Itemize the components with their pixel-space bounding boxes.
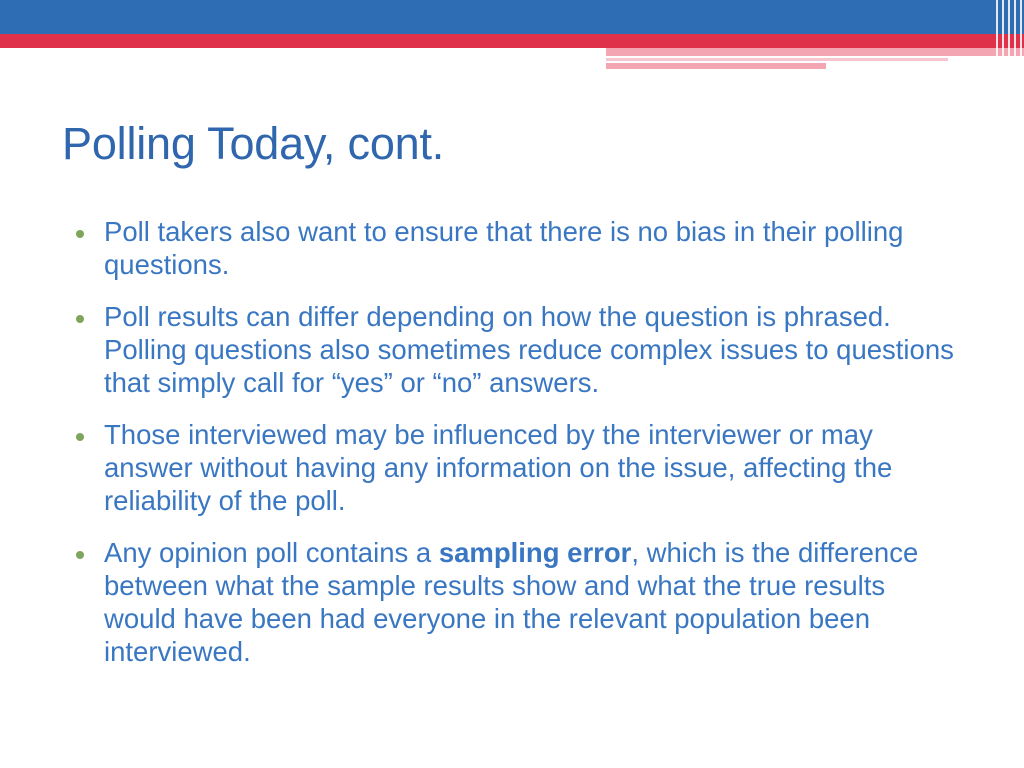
header-blue-band xyxy=(0,0,1024,34)
bullet-item xyxy=(76,418,961,517)
bullet-item xyxy=(76,215,961,281)
slide-title: Polling Today, cont. xyxy=(62,118,445,169)
bullet-text: Poll results can differ depending on how the question is phrased. Polling questions also sometimes reduce complex issues to questions that simply call for “yes” or “no” answers. xyxy=(104,301,954,398)
bullet-text: Poll takers also want to ensure that there is no bias in their polling questions. xyxy=(104,216,904,280)
bullet-dot-icon xyxy=(76,433,84,441)
header-pink-stripe xyxy=(606,63,826,69)
header-pink-stripe xyxy=(606,58,948,61)
bullet-item xyxy=(76,300,961,399)
header-vertical-stripes xyxy=(994,0,1024,72)
bullet-text-lead: Any opinion poll contains a xyxy=(104,537,439,568)
header-pink-stripe xyxy=(606,48,1024,56)
bullet-text-tail: , which is the difference between what the sample results show and what the true results would have been had everyone in the relevant population been interviewed. xyxy=(104,537,919,667)
bullet-list xyxy=(76,215,961,687)
key-term: sampling error xyxy=(438,537,632,568)
header-red-band xyxy=(0,34,1024,48)
bullet-item xyxy=(76,536,961,668)
bullet-dot-icon xyxy=(76,551,84,559)
bullet-dot-icon xyxy=(76,315,84,323)
bullet-text: Those interviewed may be influenced by the interviewer or may answer without having any information on the issue, affecting the reliability of the poll. xyxy=(104,419,893,516)
bullet-dot-icon xyxy=(76,230,84,238)
header-decoration xyxy=(0,0,1024,72)
